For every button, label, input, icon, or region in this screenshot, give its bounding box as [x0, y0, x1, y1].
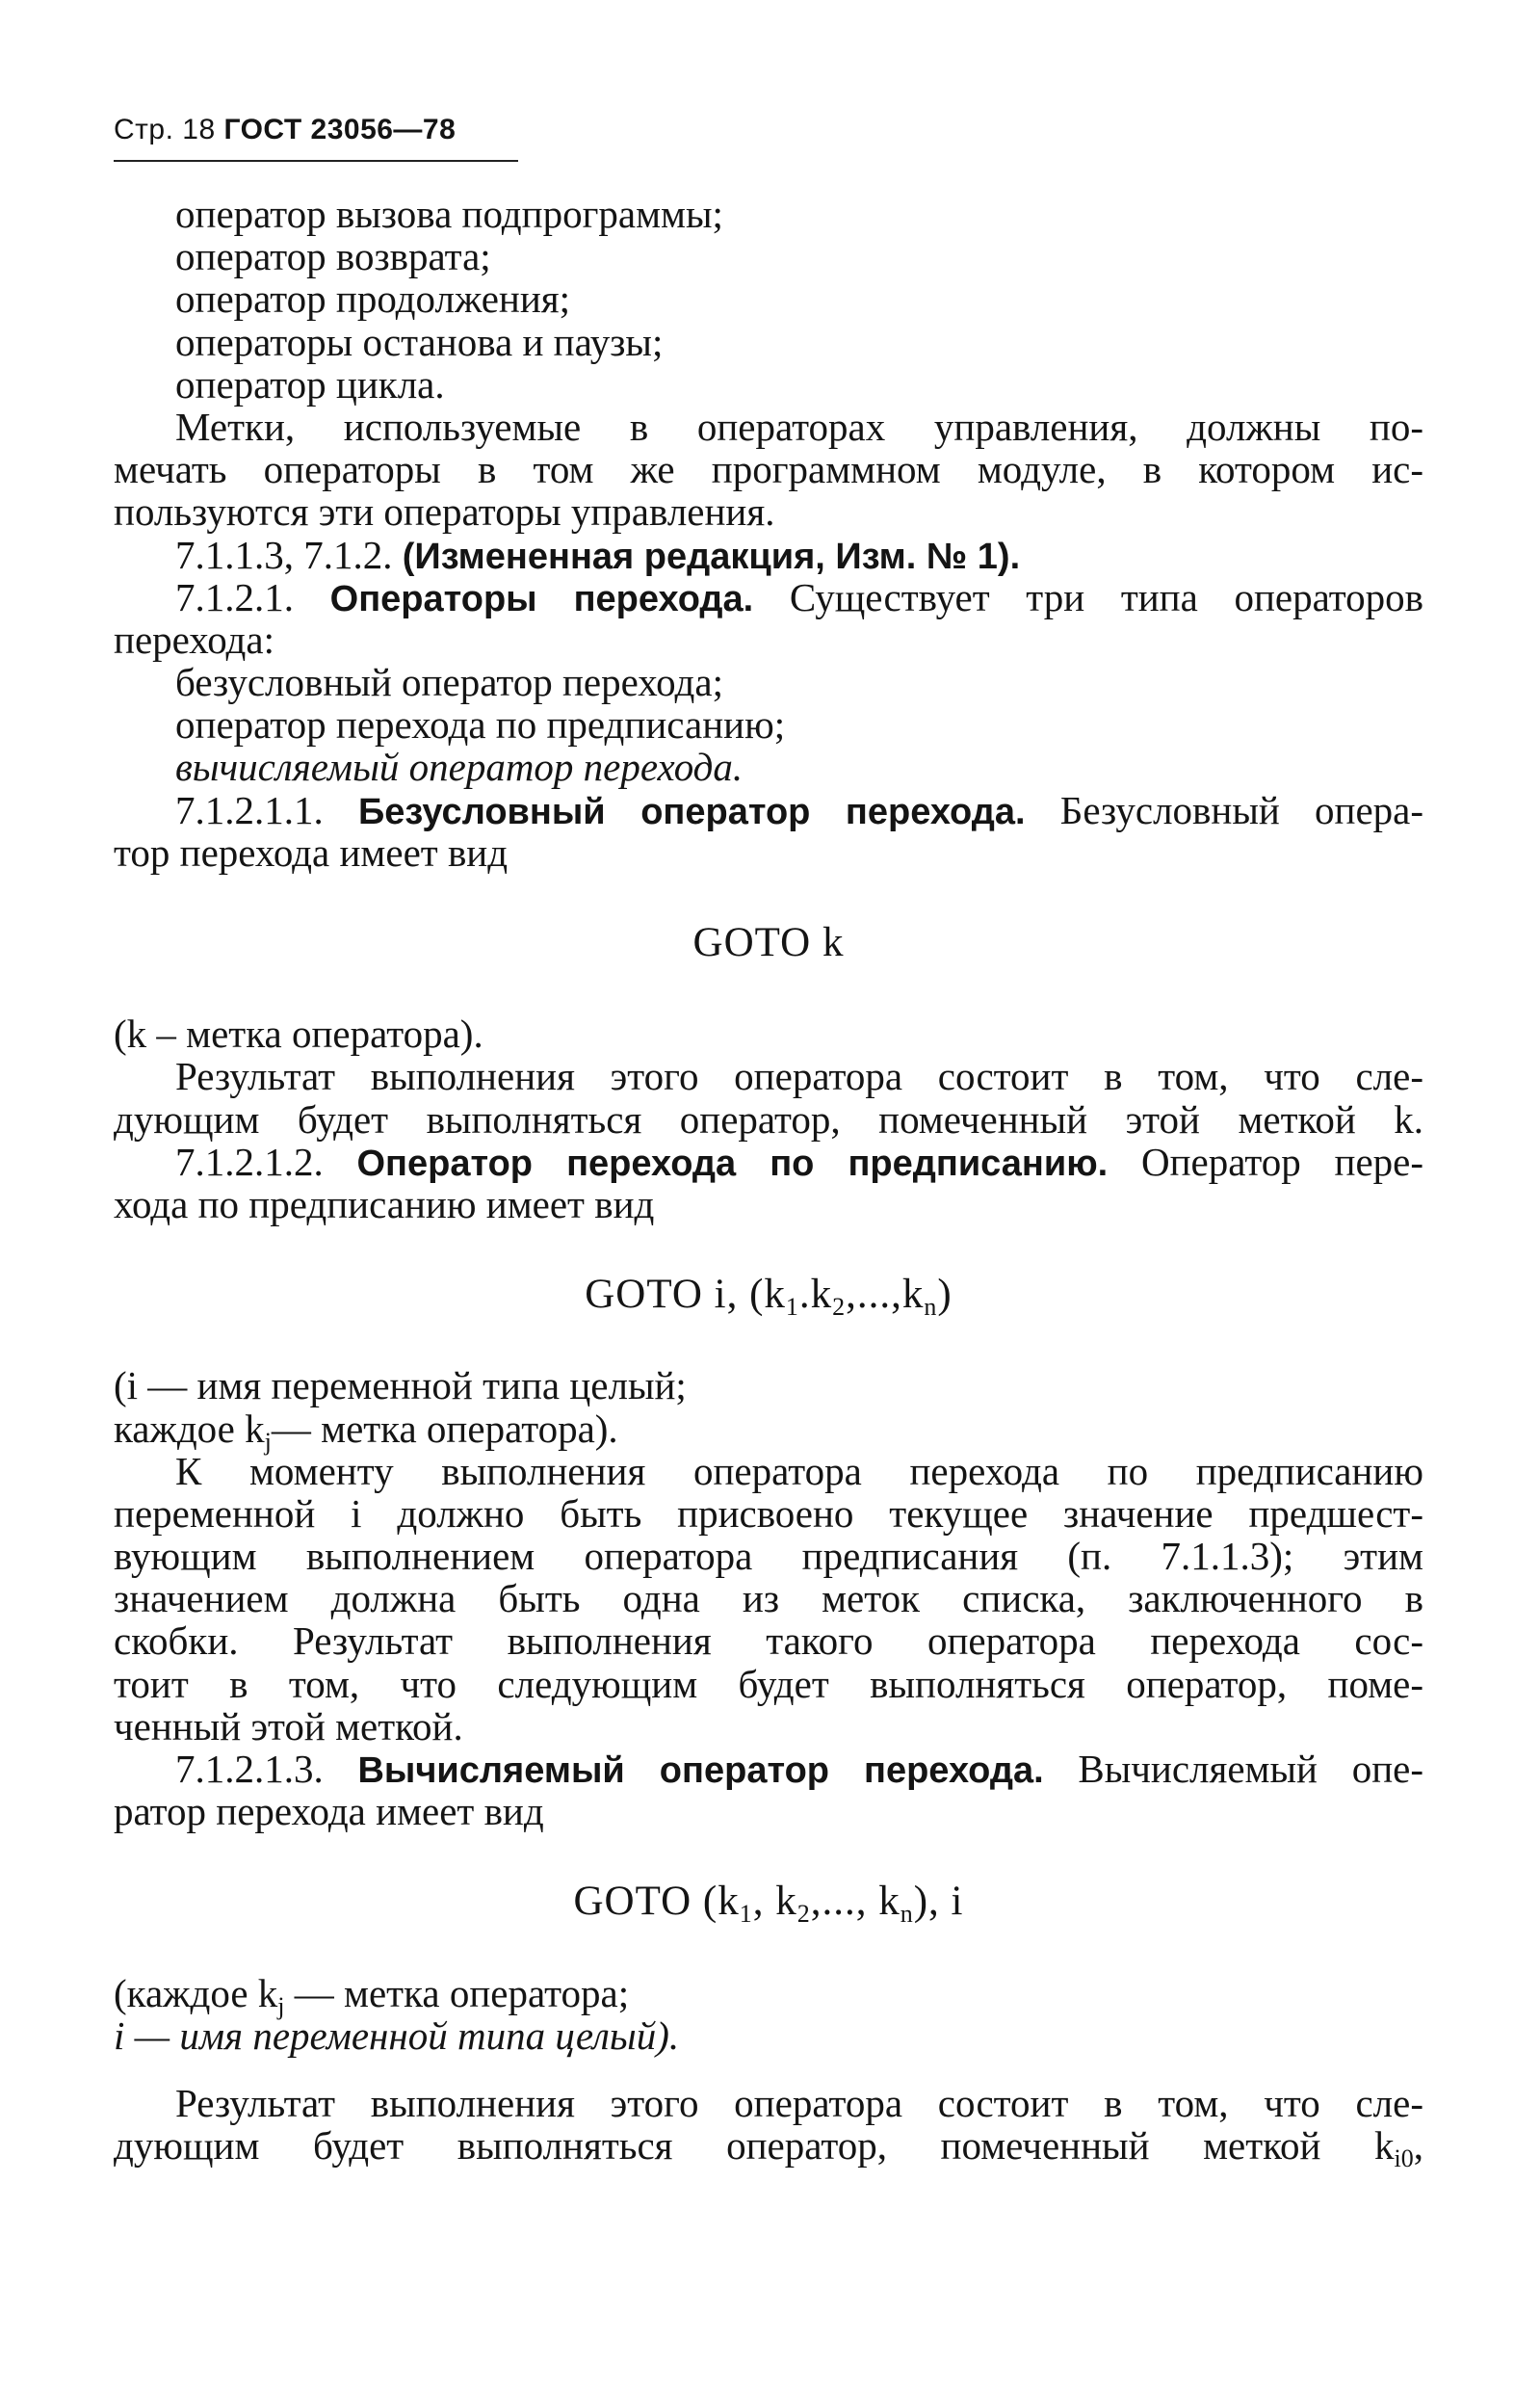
formula-goto-computed: GOTO ($k_1$, $k_2$,..., $k_n$), i: [573, 1879, 964, 1929]
clause-title: Оператор перехода по предписанию.: [356, 1143, 1109, 1184]
header-divider: [114, 160, 518, 162]
paragraph-line: дующим будет выполняться оператор, помеченный меткой $k_{i0}$,: [114, 2123, 1423, 2173]
paragraph-line: тор перехода имеет вид: [114, 829, 509, 875]
clause-title: Операторы перехода.: [329, 578, 754, 619]
paragraph-line: Метки, используемые в операторах управления, должны по-: [175, 404, 1423, 449]
standard-number: ГОСТ 23056—78: [223, 114, 457, 145]
clause-7-1-2-1: [114, 576, 1423, 618]
paragraph-line: тоит в том, что следующим будет выполняться оператор, поме-: [114, 1661, 1423, 1706]
paragraph-line: (k – метка оператора).: [114, 1012, 483, 1057]
clause-title: Безусловный оператор перехода.: [357, 791, 1026, 832]
paragraph-line: перехода:: [114, 617, 275, 662]
clause-number: 7.1.2.1.2.: [175, 1139, 324, 1184]
paragraph-line: каждое $k_j—$ метка оператора).: [114, 1406, 618, 1456]
paragraph-line: К моменту выполнения оператора перехода по предписанию: [175, 1448, 1423, 1493]
list-item: оператор цикла.: [175, 361, 445, 407]
clause-note: (Измененная редакция, Изм. № 1).: [402, 536, 1021, 577]
formula-goto-k: GOTO k: [692, 920, 845, 965]
clause-text: Существует три типа операторов: [789, 574, 1423, 619]
formula-goto-assigned: GOTO i, $(k_1.k_2,...,k_n)$: [585, 1272, 953, 1322]
clause-7-1-2-1-1: [114, 789, 1423, 831]
document-body: [114, 192, 1424, 2173]
clause-7-1-1-3: [114, 534, 1423, 576]
paragraph-line: значением должна быть одна из меток списка, заключенного в: [114, 1576, 1423, 1621]
paragraph-line: Результат выполнения этого оператора состоит в том, что сле-: [175, 2080, 1423, 2125]
list-item: вычисляемый оператор перехода.: [175, 745, 744, 790]
paragraph-line: (i — имя переменной типа целый;: [114, 1363, 687, 1408]
list-item: операторы останова и паузы;: [175, 319, 664, 364]
paragraph-line: хода по предписанию имеет вид: [114, 1181, 655, 1226]
paragraph-line: (каждое $k_j$ — метка оператора;: [114, 1970, 630, 2020]
clause-7-1-2-1-3: [114, 1748, 1423, 1790]
clause-text: Безусловный опера-: [1059, 787, 1424, 832]
clause-text: Оператор пере-: [1140, 1139, 1423, 1184]
paragraph-line: i — имя переменной типа целый).: [114, 2012, 680, 2058]
clause-number: 7.1.2.1.3.: [175, 1747, 324, 1791]
paragraph-line: ратор перехода имеет вид: [114, 1789, 544, 1834]
list-item: оператор продолжения;: [175, 276, 571, 322]
clause-text: Вычисляемый опе-: [1078, 1747, 1423, 1791]
clause-number: 7.1.1.3, 7.1.2.: [175, 532, 393, 577]
list-item: оператор вызова подпрограммы;: [175, 192, 723, 236]
paragraph-line: ченный этой меткой.: [114, 1703, 463, 1749]
paragraph-line: вующим выполнением оператора предписания (п. 7.1.1.3); этим: [114, 1534, 1423, 1579]
paragraph-line: скобки. Результат выполнения такого оператора перехода сос-: [114, 1618, 1423, 1664]
page-header: [114, 114, 456, 146]
clause-number: 7.1.2.1.1.: [175, 787, 324, 832]
list-item: безусловный оператор перехода;: [175, 660, 723, 705]
list-item: оператор возврата;: [175, 234, 491, 279]
clause-7-1-2-1-2: [114, 1141, 1423, 1183]
paragraph-line: дующим будет выполняться оператор, помеченный этой меткой k.: [114, 1096, 1423, 1142]
list-item: оператор перехода по предписанию;: [175, 702, 786, 748]
paragraph-line: Результат выполнения этого оператора состоит в том, что сле-: [175, 1054, 1423, 1099]
page-number: Стр. 18: [114, 114, 216, 145]
paragraph-line: пользуются эти операторы управления.: [114, 489, 775, 535]
paragraph-line: переменной i должно быть присвоено текущее значение предшест-: [114, 1490, 1423, 1536]
clause-number: 7.1.2.1.: [175, 574, 294, 619]
clause-title: Вычисляемый оператор перехода.: [357, 1750, 1044, 1791]
paragraph-line: мечать операторы в том же программном модуле, в котором ис-: [114, 447, 1423, 492]
